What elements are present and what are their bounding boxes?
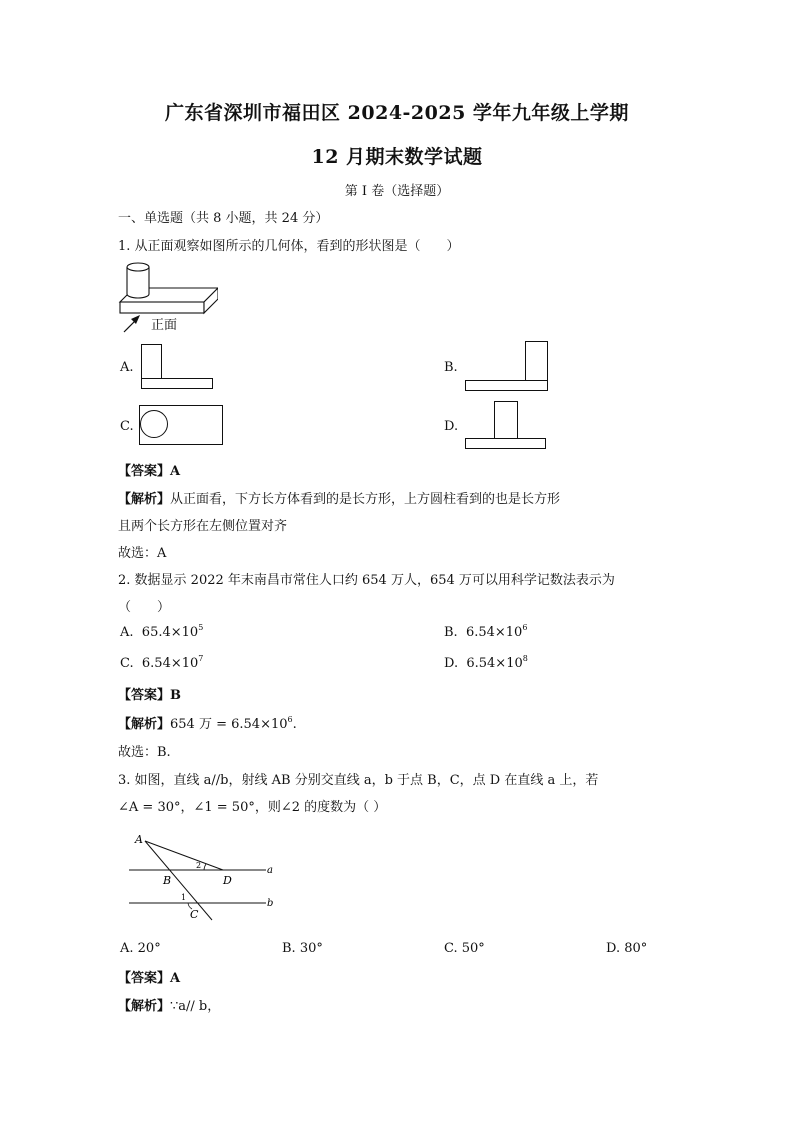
q1-option-c-label: C. [120, 419, 134, 434]
cylinder-top [127, 263, 149, 271]
label-C: C [190, 908, 199, 921]
section-heading: 一、单选题（共 8 小题，共 24 分） [118, 211, 329, 226]
q2-analysis: 【解析】654 万 = $6.54\times 10^6$. [118, 715, 297, 732]
q1-option-c-circle [140, 410, 168, 438]
q2-answer: 【答案】B [118, 688, 181, 703]
title-line-1: 广东省深圳市福田区 2024-2025 学年九年级上学期 [165, 102, 629, 124]
cylinder-body [127, 267, 149, 298]
q3-answer: 【答案】A [118, 971, 181, 986]
q2-stem-cont: （ ） [118, 600, 171, 615]
q1-answer: 【答案】A [118, 464, 181, 479]
arrow-head-icon [131, 315, 140, 324]
q3-analysis: 【解析】∵a// b， [118, 999, 221, 1014]
ray-ABC [145, 841, 212, 920]
q1-stem: 1. 从正面观察如图所示的几何体，看到的形状图是（ ） [118, 239, 460, 254]
q1-option-a-upper-rect [141, 344, 162, 379]
q1-analysis-cont: 且两个长方形在左侧位置对齐 [118, 519, 288, 534]
q3-option-c: C. 50° [444, 941, 485, 956]
q2-conclusion: 故选：B. [118, 745, 171, 760]
q3-option-b: B. 30° [282, 941, 323, 956]
q1-option-a-lower-rect [141, 378, 213, 389]
q3-stem: 3. 如图，直线 a//b，射线 AB 分别交直线 a，b 于点 B，C，点 D 在直线 a 上，若 [118, 773, 599, 788]
q2-option-a: A. $65.4\times 10^5$ [120, 623, 204, 640]
q1-option-b-upper-rect [525, 341, 548, 381]
q3-option-d: D. 80° [606, 941, 648, 956]
q1-option-d-upper-rect [494, 401, 518, 439]
q2-option-d: D. $6.54\times 10^8$ [444, 654, 528, 671]
q1-option-a-label: A. [120, 360, 134, 375]
label-B: B [163, 874, 172, 887]
q1-conclusion: 故选：A [118, 546, 167, 561]
q1-option-d-label: D. [444, 419, 459, 434]
q3-option-a: A. 20° [120, 941, 161, 956]
q3-geometry-figure [126, 828, 286, 924]
q1-option-b-label: B. [444, 360, 458, 375]
label-A: A [135, 833, 143, 846]
q1-option-b-lower-rect [465, 380, 548, 391]
q2-option-b: B. $6.54\times 10^6$ [444, 623, 528, 640]
q1-option-d-lower-rect [465, 438, 546, 449]
label-D: D [223, 874, 232, 887]
label-line-b: b [267, 898, 274, 909]
q1-analysis: 【解析】从正面看，下方长方体看到的是长方形，上方圆柱看到的也是长方形 [118, 492, 561, 507]
label-angle-1: 1 [181, 893, 187, 902]
volume-label: 第 I 卷（选择题） [344, 184, 450, 199]
title-line-2: 12 月期末数学试题 [311, 146, 483, 168]
slab-front-face [120, 302, 204, 313]
angle-2-arc [204, 864, 206, 870]
label-angle-2: 2 [196, 861, 202, 870]
front-label: 正面 [151, 318, 178, 333]
label-line-a: a [267, 865, 273, 876]
q2-stem: 2. 数据显示 2022 年末南昌市常住人口约 654 万人，654 万可以用科学记数法表示为 [118, 573, 615, 588]
q3-stem-cont: ∠A = 30°，∠1 = 50°，则∠2 的度数为（ ） [118, 800, 387, 815]
q2-option-c: C. $6.54\times 10^7$ [120, 654, 204, 671]
